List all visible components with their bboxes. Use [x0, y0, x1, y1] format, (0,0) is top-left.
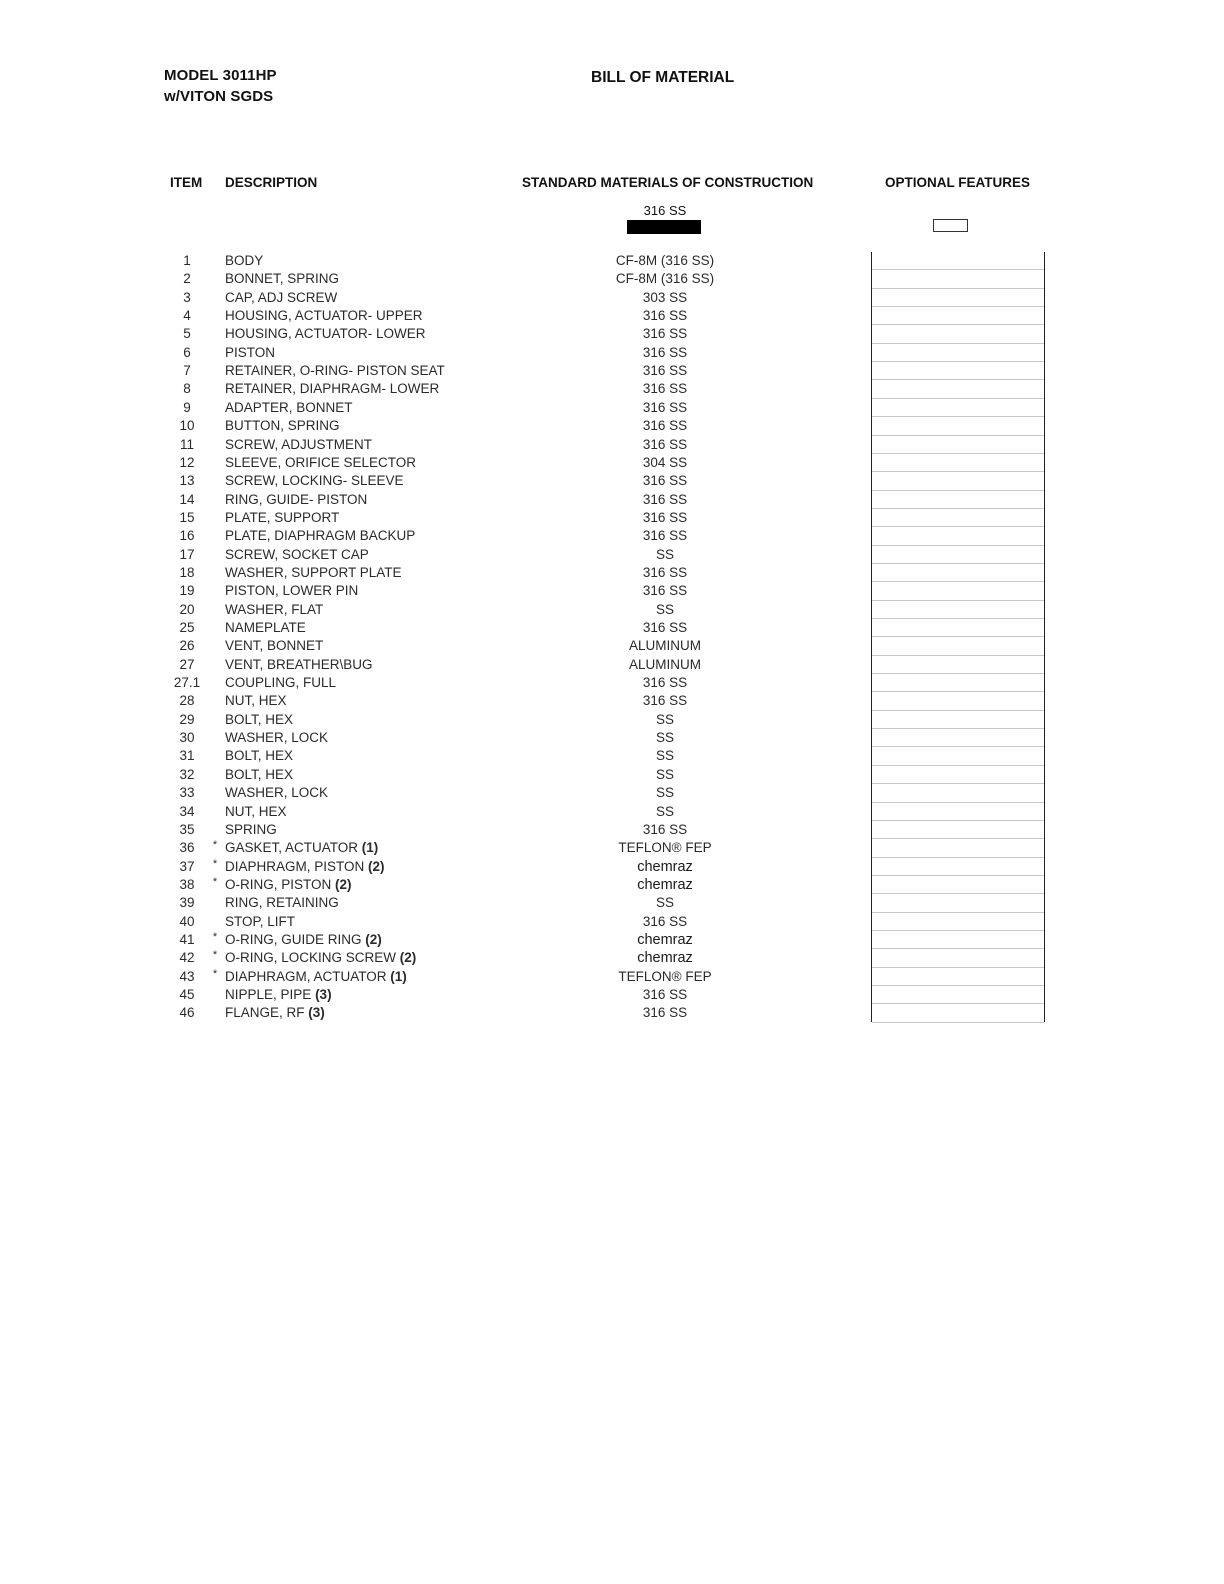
item-number: 3	[183, 289, 191, 305]
spare-part-marker: *	[212, 930, 218, 943]
item-material: chemraz	[637, 950, 693, 967]
optional-features-column	[871, 252, 1045, 1022]
item-description: VENT, BREATHER\BUG	[225, 656, 373, 672]
item-number: 9	[183, 399, 191, 415]
item-material: SS	[655, 601, 674, 617]
item-description: O-RING, LOCKING SCREW (2)	[225, 950, 417, 966]
item-number: 8	[183, 381, 191, 397]
item-material: 304 SS	[642, 454, 688, 470]
item-number: 20	[179, 601, 195, 617]
item-material: 316 SS	[642, 344, 688, 360]
optional-row-line	[872, 545, 1044, 546]
item-material: CF-8M (316 SS)	[615, 253, 715, 268]
standard-option-swatch	[627, 220, 701, 234]
optional-row-line	[872, 600, 1044, 601]
optional-row-line	[872, 930, 1044, 931]
optional-row-line	[872, 636, 1044, 637]
optional-row-line	[872, 710, 1044, 711]
item-material: 316 SS	[642, 381, 688, 397]
item-number: 10	[179, 418, 195, 434]
item-material: 316 SS	[642, 308, 688, 324]
item-number: 5	[183, 326, 191, 342]
item-number: 14	[179, 491, 195, 507]
optional-row-line	[872, 673, 1044, 674]
item-number: 28	[179, 693, 195, 709]
item-description: O-RING, GUIDE RING (2)	[225, 931, 382, 947]
page-title: BILL OF MATERIAL	[591, 69, 735, 86]
spare-part-marker: *	[212, 839, 218, 852]
item-material: ALUMINUM	[628, 638, 701, 654]
item-number: 37	[179, 858, 195, 874]
item-number: 43	[179, 968, 195, 984]
item-material: 316 SS	[642, 491, 688, 507]
item-description: DIAPHRAGM, ACTUATOR (1)	[225, 968, 407, 984]
item-description: WASHER, FLAT	[225, 601, 324, 617]
item-quantity: (2)	[399, 950, 417, 966]
item-number: 31	[179, 748, 195, 764]
item-description: HOUSING, ACTUATOR- LOWER	[225, 326, 426, 342]
item-material: 316 SS	[642, 436, 688, 452]
item-description: SPRING	[225, 821, 277, 837]
column-header-optional: OPTIONAL FEATURES	[885, 175, 1031, 190]
item-material: ALUMINUM	[628, 656, 701, 672]
item-description: SCREW, SOCKET CAP	[225, 546, 369, 562]
item-material: 316 SS	[642, 583, 688, 599]
item-description: NIPPLE, PIPE (3)	[225, 987, 332, 1002]
item-description: WASHER, SUPPORT PLATE	[225, 564, 402, 580]
item-description: PLATE, DIAPHRAGM BACKUP	[225, 528, 416, 544]
item-description: RETAINER, O-RING- PISTON SEAT	[225, 363, 445, 379]
item-number: 45	[179, 987, 195, 1002]
item-number: 26	[179, 638, 195, 654]
item-quantity: (3)	[315, 987, 332, 1002]
item-description: BOLT, HEX	[225, 748, 294, 764]
item-material: 316 SS	[642, 913, 688, 929]
optional-row-line	[872, 655, 1044, 656]
item-description: ADAPTER, BONNET	[225, 399, 353, 415]
optional-row-line	[872, 802, 1044, 803]
item-material: 316 SS	[642, 821, 688, 837]
item-material: 316 SS	[642, 473, 688, 489]
column-header-description: DESCRIPTION	[225, 175, 318, 190]
item-description: BUTTON, SPRING	[225, 418, 340, 434]
item-number: 33	[179, 785, 195, 801]
item-number: 12	[179, 454, 195, 470]
item-number: 18	[179, 564, 195, 580]
item-description: BOLT, HEX	[225, 711, 294, 727]
item-description: WASHER, LOCK	[225, 785, 329, 801]
item-description: BOLT, HEX	[225, 766, 294, 782]
optional-row-line	[872, 324, 1044, 325]
item-description: VENT, BONNET	[225, 638, 324, 654]
item-description: O-RING, PISTON (2)	[225, 876, 352, 892]
item-description: BONNET, SPRING	[225, 271, 340, 287]
item-material: CF-8M (316 SS)	[615, 271, 715, 287]
item-material: 316 SS	[642, 399, 688, 415]
optional-row-line	[872, 453, 1044, 454]
optional-row-line	[872, 765, 1044, 766]
optional-row-line	[872, 948, 1044, 949]
item-quantity: (2)	[365, 931, 382, 947]
item-material: 316 SS	[642, 509, 688, 525]
optional-row-line	[872, 1022, 1044, 1023]
item-quantity: (2)	[368, 858, 385, 874]
optional-row-line	[872, 783, 1044, 784]
optional-row-line	[872, 875, 1044, 876]
item-material: SS	[655, 766, 674, 782]
item-description: GASKET, ACTUATOR (1)	[225, 840, 379, 856]
item-number: 36	[179, 840, 195, 856]
item-description: STOP, LIFT	[225, 913, 296, 929]
optional-row-line	[872, 985, 1044, 986]
item-quantity: (3)	[308, 1005, 325, 1021]
item-material: 316 SS	[642, 564, 688, 580]
item-description: DIAPHRAGM, PISTON (2)	[225, 858, 385, 874]
item-number: 6	[183, 344, 191, 360]
item-number: 2	[183, 271, 191, 287]
item-material: chemraz	[637, 858, 693, 875]
item-number: 15	[179, 509, 195, 525]
item-number: 40	[179, 913, 195, 929]
item-number: 4	[183, 308, 191, 324]
item-material: SS	[655, 895, 674, 911]
item-description: PISTON, LOWER PIN	[225, 583, 359, 599]
item-number: 30	[179, 730, 195, 746]
item-description: SCREW, ADJUSTMENT	[225, 436, 373, 452]
column-header-materials: STANDARD MATERIALS OF CONSTRUCTION	[522, 175, 814, 190]
item-number: 29	[179, 711, 195, 727]
optional-row-line	[872, 691, 1044, 692]
item-quantity: (1)	[390, 968, 407, 984]
optional-row-line	[872, 398, 1044, 399]
spare-part-marker: *	[212, 875, 218, 888]
item-description: COUPLING, FULL	[225, 675, 337, 691]
item-material: 316 SS	[642, 987, 688, 1002]
optional-row-line	[872, 288, 1044, 289]
item-description: SCREW, LOCKING- SLEEVE	[225, 473, 404, 489]
item-number: 25	[179, 620, 195, 635]
item-number: 39	[179, 895, 195, 911]
optional-row-line	[872, 581, 1044, 582]
item-material: SS	[655, 730, 674, 746]
optional-row-line	[872, 857, 1044, 858]
item-quantity: (1)	[361, 840, 379, 856]
optional-row-line	[872, 269, 1044, 270]
item-number: 42	[179, 950, 195, 966]
optional-row-line	[872, 563, 1044, 564]
standard-option-label: 316 SS	[643, 203, 687, 218]
optional-row-line	[872, 306, 1044, 307]
item-description: RING, GUIDE- PISTON	[225, 491, 368, 507]
item-material: 316 SS	[642, 418, 688, 434]
item-description: RING, RETAINING	[225, 895, 339, 911]
column-header-item: ITEM	[170, 175, 203, 190]
item-number: 46	[179, 1005, 195, 1021]
spare-part-marker: *	[212, 857, 218, 870]
item-description: PISTON	[225, 344, 276, 360]
item-number: 38	[179, 876, 195, 892]
item-material: TEFLON® FEP	[618, 968, 712, 984]
model-variant: w/VITON SGDS	[164, 88, 274, 105]
item-number: 7	[183, 363, 191, 379]
optional-row-line	[872, 746, 1044, 747]
optional-row-line	[872, 435, 1044, 436]
item-material: 316 SS	[642, 528, 688, 544]
optional-row-line	[872, 838, 1044, 839]
item-number: 17	[179, 546, 195, 562]
item-number: 27	[179, 656, 195, 672]
item-description: WASHER, LOCK	[225, 730, 329, 746]
item-number: 34	[179, 803, 195, 819]
item-material: chemraz	[637, 931, 693, 948]
optional-row-line	[872, 471, 1044, 472]
item-number: 13	[179, 473, 195, 489]
item-number: 1	[183, 253, 191, 268]
item-description: NUT, HEX	[225, 693, 287, 709]
item-description: PLATE, SUPPORT	[225, 509, 340, 525]
item-material: 316 SS	[642, 693, 688, 709]
item-description: BODY	[225, 253, 264, 268]
item-number: 35	[179, 821, 195, 837]
optional-row-line	[872, 361, 1044, 362]
optional-row-line	[872, 967, 1044, 968]
item-description: RETAINER, DIAPHRAGM- LOWER	[225, 381, 440, 397]
optional-feature-swatch	[933, 219, 968, 232]
item-number: 19	[179, 583, 195, 599]
optional-row-line	[872, 820, 1044, 821]
optional-row-line	[872, 343, 1044, 344]
item-description: SLEEVE, ORIFICE SELECTOR	[225, 454, 417, 470]
item-material: SS	[655, 711, 674, 727]
optional-row-line	[872, 508, 1044, 509]
item-material: chemraz	[637, 876, 693, 893]
optional-row-line	[872, 618, 1044, 619]
item-number: 11	[179, 436, 194, 452]
optional-row-line	[872, 893, 1044, 894]
optional-row-line	[872, 728, 1044, 729]
item-material: 303 SS	[642, 289, 688, 305]
optional-row-line	[872, 379, 1044, 380]
item-number: 41	[179, 931, 195, 947]
optional-row-line	[872, 526, 1044, 527]
item-number: 27.1	[173, 675, 201, 691]
item-material: SS	[655, 546, 674, 562]
item-material: 316 SS	[642, 675, 688, 691]
item-material: 316 SS	[642, 363, 688, 379]
model-number: MODEL 3011HP	[164, 67, 277, 84]
item-description: NAMEPLATE	[225, 620, 306, 635]
item-material: 316 SS	[642, 326, 688, 342]
item-description: CAP, ADJ SCREW	[225, 289, 338, 305]
item-number: 16	[179, 528, 195, 544]
item-material: 316 SS	[642, 1005, 688, 1021]
optional-row-line	[872, 912, 1044, 913]
item-material: 316 SS	[642, 620, 688, 635]
spare-part-marker: *	[212, 967, 218, 980]
optional-row-line	[872, 1003, 1044, 1004]
item-material: SS	[655, 748, 674, 764]
item-material: SS	[655, 803, 674, 819]
optional-row-line	[872, 490, 1044, 491]
item-description: NUT, HEX	[225, 803, 287, 819]
item-material: TEFLON® FEP	[618, 840, 712, 856]
item-number: 32	[179, 766, 195, 782]
optional-row-line	[872, 416, 1044, 417]
spare-part-marker: *	[212, 949, 218, 962]
item-description: HOUSING, ACTUATOR- UPPER	[225, 308, 423, 324]
item-material: SS	[655, 785, 674, 801]
item-description: FLANGE, RF (3)	[225, 1005, 325, 1021]
item-quantity: (2)	[335, 876, 352, 892]
